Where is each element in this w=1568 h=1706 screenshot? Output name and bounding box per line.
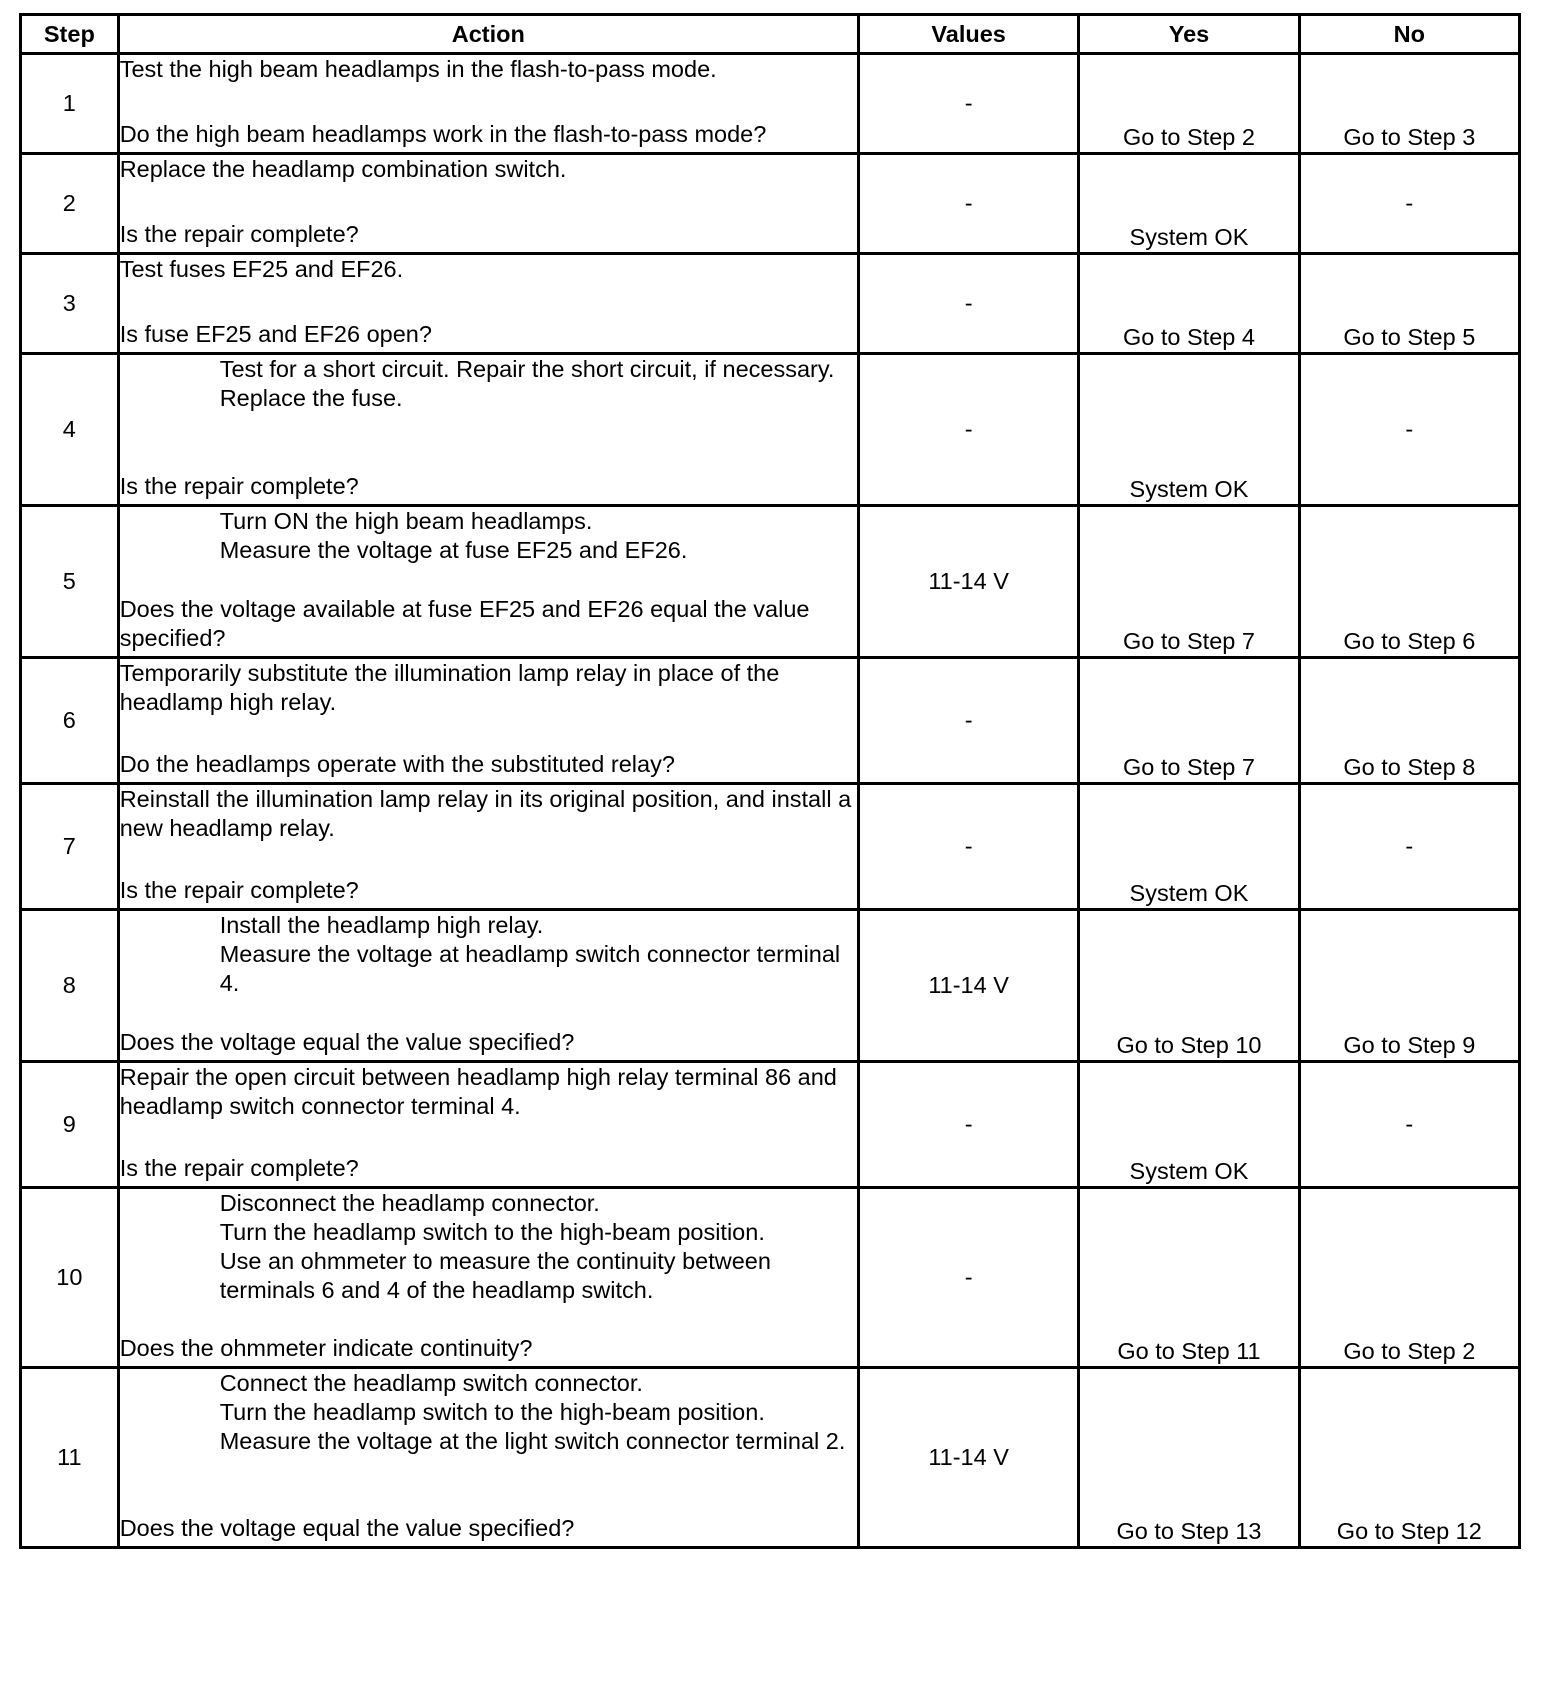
action-text: Replace the headlamp combination switch.: [119, 156, 567, 182]
header-no: No: [1299, 15, 1519, 54]
action-question: Does the voltage equal the value specified?: [119, 1029, 575, 1055]
step-number: 8: [21, 910, 119, 1062]
no-cell: Go to Step 8: [1299, 658, 1519, 784]
action-instructions: [120, 155, 857, 184]
action-cell: [118, 154, 858, 254]
action-instructions: [120, 507, 857, 565]
action-question: Is the repair complete?: [119, 877, 359, 903]
action-question: Does the voltage equal the value specified?: [119, 1515, 575, 1541]
action-content: [120, 1063, 857, 1183]
values-cell: -: [858, 784, 1078, 910]
step-number: 1: [21, 54, 119, 154]
values-cell: -: [858, 54, 1078, 154]
action-instructions: [120, 785, 857, 843]
action-step: Measure the voltage at the light switch connector terminal 2.: [219, 1428, 846, 1454]
action-content: [120, 507, 857, 653]
action-step: Measure the voltage at fuse EF25 and EF26.: [219, 537, 688, 563]
action-step: Turn the headlamp switch to the high-beam position.: [219, 1219, 765, 1245]
action-text: Test fuses EF25 and EF26.: [119, 256, 404, 282]
action-content: [120, 355, 857, 501]
step-number: 7: [21, 784, 119, 910]
header-row: [21, 15, 1520, 54]
action-step: Install the headlamp high relay.: [219, 912, 544, 938]
action-question: Is the repair complete?: [119, 221, 359, 247]
table-row: [21, 506, 1520, 658]
table-body: [21, 54, 1520, 1548]
step-number: 2: [21, 154, 119, 254]
action-step: Turn ON the high beam headlamps.: [219, 508, 593, 534]
action-cell: [118, 1368, 858, 1548]
action-question: Is fuse EF25 and EF26 open?: [119, 321, 432, 347]
action-content: [120, 155, 857, 249]
action-cell: [118, 784, 858, 910]
action-instructions: [120, 659, 857, 717]
action-content: [120, 911, 857, 1057]
action-step: Test for a short circuit. Repair the short circuit, if necessary.: [219, 356, 835, 382]
step-number: 9: [21, 1062, 119, 1188]
no-cell: Go to Step 12: [1299, 1368, 1519, 1548]
action-content: [120, 1189, 857, 1363]
header-step: Step: [21, 15, 119, 54]
values-cell: -: [858, 154, 1078, 254]
action-cell: [118, 54, 858, 154]
action-step: Disconnect the headlamp connector.: [219, 1190, 600, 1216]
table-row: [21, 910, 1520, 1062]
step-number: 3: [21, 254, 119, 354]
step-number: 10: [21, 1188, 119, 1368]
action-step: Measure the voltage at headlamp switch connector terminal 4.: [219, 941, 841, 996]
action-steps: [120, 355, 857, 413]
yes-cell: Go to Step 7: [1079, 658, 1299, 784]
action-question: Is the repair complete?: [119, 473, 359, 499]
values-cell: 11-14 V: [858, 910, 1078, 1062]
action-step: Use an ohmmeter to measure the continuity between terminals 6 and 4 of the headlamp switch.: [219, 1248, 771, 1303]
action-cell: [118, 1188, 858, 1368]
no-cell: -: [1299, 1062, 1519, 1188]
action-cell: [118, 254, 858, 354]
action-steps: [120, 1189, 857, 1305]
table-row: [21, 154, 1520, 254]
table-row: [21, 1368, 1520, 1548]
table-row: [21, 1188, 1520, 1368]
table-row: [21, 658, 1520, 784]
step-number: 5: [21, 506, 119, 658]
step-number: 11: [21, 1368, 119, 1548]
action-text: Reinstall the illumination lamp relay in its original position, and install a new headlamp relay.: [119, 786, 852, 841]
action-text: Test the high beam headlamps in the flash-to-pass mode.: [119, 56, 717, 82]
action-content: [120, 55, 857, 149]
action-content: [120, 255, 857, 349]
action-question: Does the ohmmeter indicate continuity?: [119, 1335, 533, 1361]
no-cell: Go to Step 2: [1299, 1188, 1519, 1368]
values-cell: -: [858, 658, 1078, 784]
action-instructions: [120, 1063, 857, 1121]
values-cell: -: [858, 254, 1078, 354]
action-question: Is the repair complete?: [119, 1155, 359, 1181]
yes-cell: Go to Step 11: [1079, 1188, 1299, 1368]
no-cell: Go to Step 3: [1299, 54, 1519, 154]
table-row: [21, 1062, 1520, 1188]
table-row: [21, 54, 1520, 154]
action-content: [120, 1369, 857, 1543]
action-instructions: [120, 911, 857, 998]
action-instructions: [120, 255, 857, 284]
action-steps: [120, 507, 857, 565]
yes-cell: Go to Step 7: [1079, 506, 1299, 658]
values-cell: -: [858, 1062, 1078, 1188]
header-values: Values: [858, 15, 1078, 54]
yes-cell: System OK: [1079, 784, 1299, 910]
yes-cell: Go to Step 2: [1079, 54, 1299, 154]
yes-cell: Go to Step 4: [1079, 254, 1299, 354]
table-row: [21, 354, 1520, 506]
action-text: Temporarily substitute the illumination lamp relay in place of the headlamp high relay.: [119, 660, 780, 715]
action-step: Turn the headlamp switch to the high-beam position.: [219, 1399, 765, 1425]
diagnostic-table: [19, 13, 1521, 1549]
action-steps: [120, 1369, 857, 1456]
yes-cell: System OK: [1079, 154, 1299, 254]
action-instructions: [120, 55, 857, 84]
action-cell: [118, 1062, 858, 1188]
values-cell: -: [858, 354, 1078, 506]
no-cell: Go to Step 6: [1299, 506, 1519, 658]
action-question: Do the headlamps operate with the substituted relay?: [119, 751, 675, 777]
yes-cell: Go to Step 10: [1079, 910, 1299, 1062]
action-steps: [120, 911, 857, 998]
yes-cell: System OK: [1079, 354, 1299, 506]
action-cell: [118, 506, 858, 658]
action-question: Does the voltage available at fuse EF25 and EF26 equal the value specified?: [119, 596, 810, 651]
step-number: 6: [21, 658, 119, 784]
action-content: [120, 785, 857, 905]
header-action: Action: [118, 15, 858, 54]
header-yes: Yes: [1079, 15, 1299, 54]
action-content: [120, 659, 857, 779]
table-row: [21, 784, 1520, 910]
no-cell: -: [1299, 354, 1519, 506]
action-step: Replace the fuse.: [219, 385, 403, 411]
no-cell: Go to Step 5: [1299, 254, 1519, 354]
action-text: Repair the open circuit between headlamp high relay terminal 86 and headlamp switch connector terminal 4.: [119, 1064, 837, 1119]
yes-cell: Go to Step 13: [1079, 1368, 1299, 1548]
values-cell: -: [858, 1188, 1078, 1368]
action-instructions: [120, 355, 857, 413]
action-cell: [118, 354, 858, 506]
yes-cell: System OK: [1079, 1062, 1299, 1188]
step-number: 4: [21, 354, 119, 506]
no-cell: Go to Step 9: [1299, 910, 1519, 1062]
action-step: Connect the headlamp switch connector.: [219, 1370, 643, 1396]
values-cell: 11-14 V: [858, 506, 1078, 658]
action-cell: [118, 658, 858, 784]
action-instructions: [120, 1189, 857, 1305]
no-cell: -: [1299, 154, 1519, 254]
no-cell: -: [1299, 784, 1519, 910]
table-row: [21, 254, 1520, 354]
values-cell: 11-14 V: [858, 1368, 1078, 1548]
action-question: Do the high beam headlamps work in the flash-to-pass mode?: [119, 121, 767, 147]
action-cell: [118, 910, 858, 1062]
action-instructions: [120, 1369, 857, 1456]
